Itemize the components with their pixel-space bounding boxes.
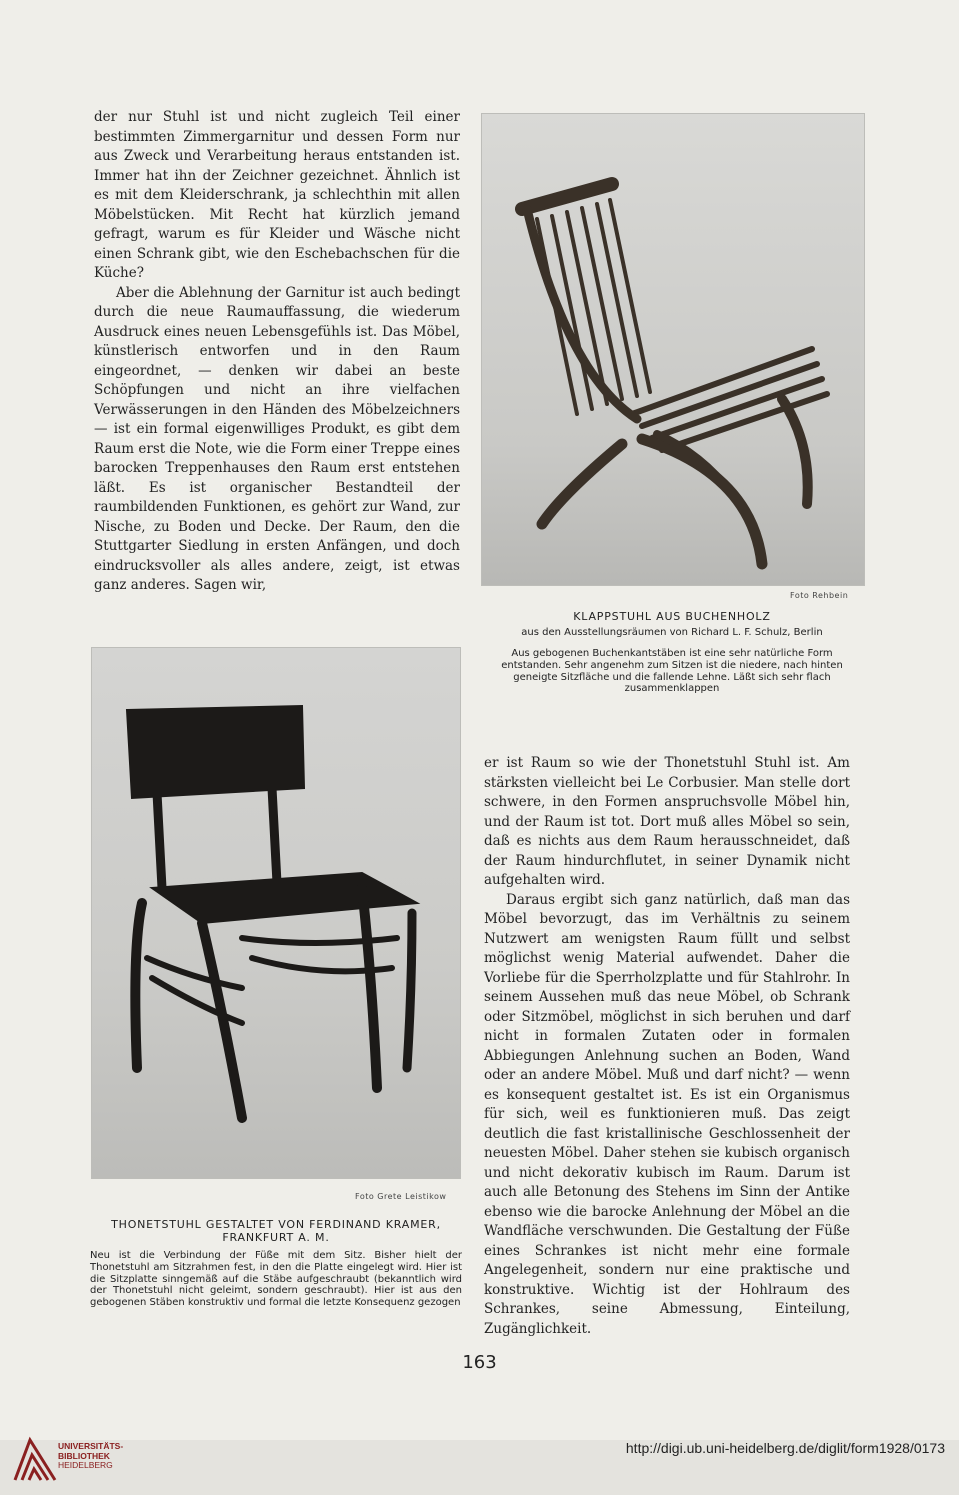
caption-title: KLAPPSTUHL AUS BUCHENHOLZ xyxy=(573,610,771,623)
photo-credit: Foto Rehbein xyxy=(790,591,849,600)
library-name: UNIVERSITÄTS- BIBLIOTHEK HEIDELBERG xyxy=(58,1441,124,1470)
paragraph: er ist Raum so wie der Thonetstuhl Stuhl ist. Am stärksten vielleicht bei Le Corbusier. Man stelle dort schwere, in den Formen anspruchsvolle Möbel hin, und der Raum ist tot. Dort muß alles Möbel so sein, daß es nichts aus dem Raum herausschneidet, daß der Raum hindurchflutet, in seiner Dynamik nicht aufgehalten wird. xyxy=(484,755,850,888)
paragraph: Daraus ergibt sich ganz natürlich, daß man das Möbel bevorzugt, das im Verhältnis zu seinem Nutzwert am wenigsten Raum füllt und selbst möglichst wenig Material aufwendet. Daher die Vorliebe für die Sperrholzplatte und für Stahlrohr. In seinem Aussehen muß das neue Möbel, ob Schrank oder Sitzmöbel, möglichst in sich beruhen und darf nicht in formalen Zutaten oder in formalen Abbiegungen Anlehnung suchen an Boden, Wand oder an andere Möbel. Muß und darf nicht? — wenn es konsequent gestaltet ist. Es ist ein Organismus für sich, weil es funktionieren muß. Das zeigt deutlich die fast kristallinische Geschlossenheit der neuesten Möbel. Daher stehen sie kubisch organisch und nicht dekorativ kubisch im Raum. Darum ist auch alle Betonung des Stehens im Sinn der Antike ebenso wie die barocke Anlehnung der Möbel an die Wandfläche verschwunden. Die Gestaltung der Füße eines Schrankes ist nicht mehr eine formale Angelegenheit, sondern nur eine praktische und konstruktive. Wichtig ist der Hohlraum des Schrankes, seine Abmessung, Einteilung, Zugänglichkeit. xyxy=(484,891,850,1337)
thonet-chair-illustration xyxy=(92,648,460,1178)
page-number: 163 xyxy=(462,1352,497,1373)
right-text-column xyxy=(484,754,850,1339)
caption-subtitle: aus den Ausstellungsräumen von Richard L. F. Schulz, Berlin xyxy=(521,627,823,638)
caption-title: THONETSTUHL GESTALTET VON FERDINAND KRAMER, FRANKFURT A. M. xyxy=(111,1218,441,1244)
paragraph: der nur Stuhl ist und nicht zugleich Teil einer bestimmten Zimmergarnitur und dessen Form nur aus Zweck und Verarbeitung heraus entstanden ist. Immer hat ihn der Zeichner gezeichnet. Ähnlich ist es mit dem Kleiderschrank, ja schlechthin mit allen Möbelstücken. Mit Recht hat kürzlich jemand gefragt, warum es für Kleider und Wäsche nicht einen Schrank gibt, wie den Eschebachschen für die Küche? xyxy=(94,109,460,281)
caption-text: Aus gebogenen Buchenkantstäben ist eine sehr natürliche Form entstanden. Sehr angenehm zum Sitzen ist die niedere, nach hinten geneigte Sitzfläche und die fallende Lehne. Läßt sich sehr flach zusammenklappen xyxy=(501,648,843,695)
caption-text: Neu ist die Verbindung der Füße mit dem Sitz. Bisher hielt der Thonetstuhl am Sitzrahmen fest, in den die Platte eingelegt wird. Hier ist die Sitzplatte sinngemäß auf die Stäbe aufgeschraubt (bekanntlich wird der Thonetstuhl nicht geleimt, sondern geschraubt). Hier ist aus den gebogenen Stäben konstruktiv und formal die letzte Konsequenz gezogen xyxy=(90,1250,462,1309)
folding-chair-photo xyxy=(481,113,865,586)
photo-credit: Foto Grete Leistikow xyxy=(355,1192,447,1201)
source-url[interactable]: http://digi.ub.uni-heidelberg.de/diglit/form1928/0173 xyxy=(625,1440,945,1456)
thonet-chair-photo xyxy=(91,647,461,1179)
paragraph: Aber die Ablehnung der Garnitur ist auch bedingt durch die neue Raumauffassung, die wiederum Ausdruck eines neuen Lebensgefühls ist. Das Möbel, künstlerisch entworfen und in den Raum eingeordnet, — denken wir dabei an beste Schöpfungen und nicht an ihre vielfachen Verwässerungen in den Händen des Möbelzeichners — ist ein formal eigenwilliges Produkt, es gibt dem Raum erst die Note, wie die Form einer Treppe eines barocken Treppenhauses den Raum erst entstehen läßt. Es ist organischer Bestandteil der raumbildenden Funktionen, es gehört zur Wand, zur Nische, zu Boden und Decke. Der Raum, den die Stuttgarter Siedlung in ersten Anfängen, und doch eindrucksvoller als alles andere, zeigt, ist etwas ganz anderes. Sagen wir, xyxy=(94,284,460,593)
folding-chair-illustration xyxy=(482,114,864,585)
library-logo-icon xyxy=(10,1435,60,1485)
left-text-column xyxy=(94,108,460,596)
